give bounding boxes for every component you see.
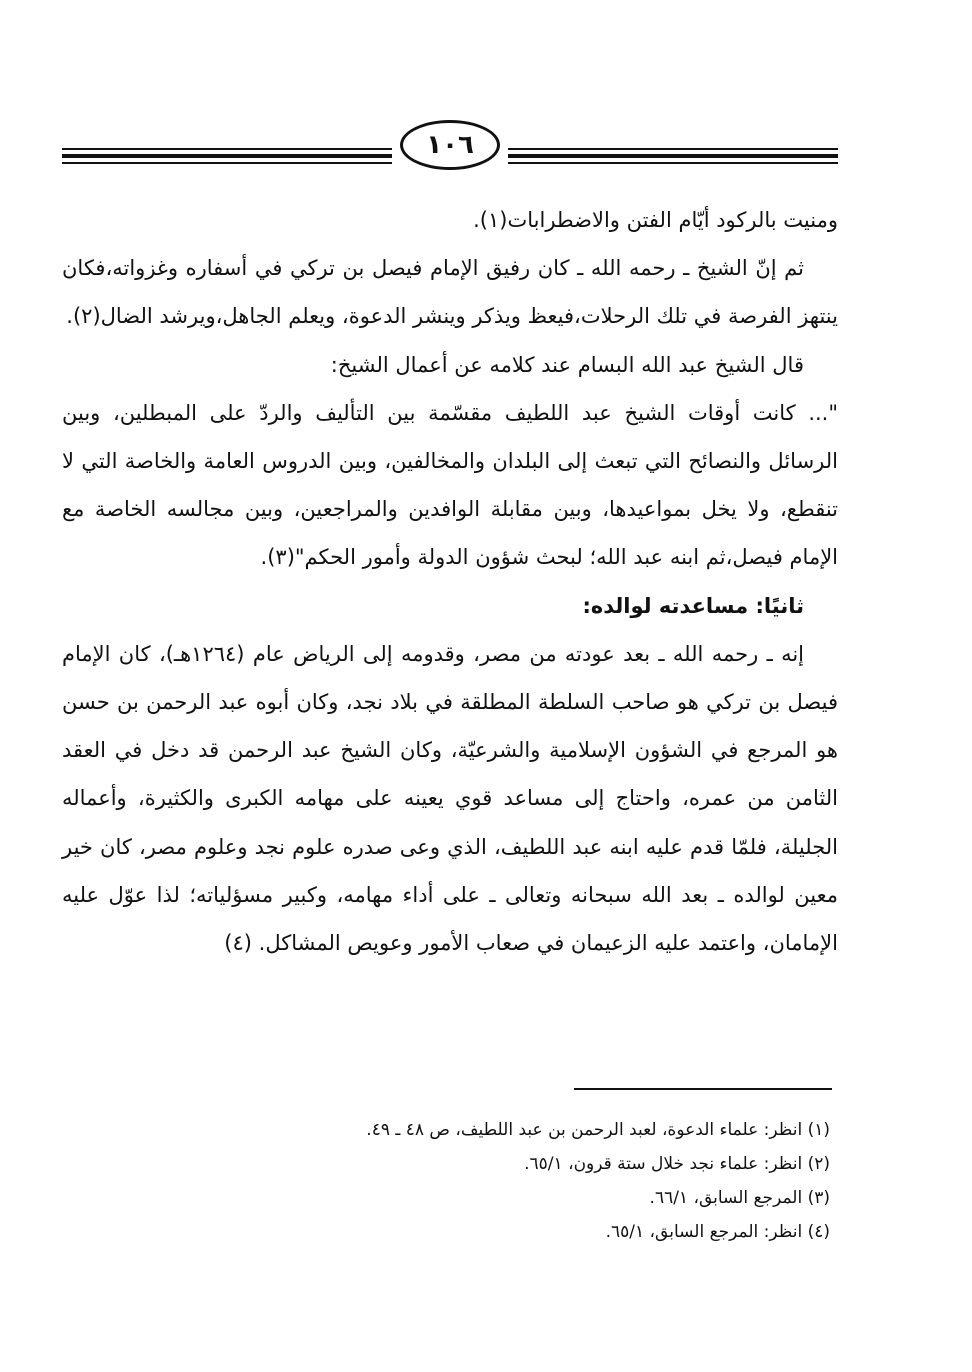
rule-line	[508, 148, 838, 150]
rule-line	[508, 162, 838, 164]
footnote-separator	[574, 1088, 832, 1090]
rule-line	[62, 154, 392, 158]
footnote: (٣) المرجع السابق، ٦٦/١.	[649, 1188, 830, 1208]
page-header	[62, 118, 838, 178]
rule-line	[62, 162, 392, 164]
footnote: (٤) انظر: المرجع السابق، ٦٥/١.	[605, 1222, 830, 1242]
header-rule-right	[508, 148, 838, 170]
paragraph: ومنيت بالركود أيّام الفتن والاضطرابات(١).	[473, 208, 838, 232]
paragraph: قال الشيخ عبد الله البسام عند كلامه عن أعمال الشيخ:	[330, 352, 804, 377]
body-text	[62, 196, 838, 967]
rule-line	[62, 148, 392, 150]
footnote: (١) انظر: علماء الدعوة، لعبد الرحمن بن عبد اللطيف، ص ٤٨ ـ ٤٩.	[366, 1120, 830, 1140]
section-heading: ثانيًا: مساعدته لوالده:	[582, 593, 804, 618]
rule-line	[508, 154, 838, 158]
page-number: ١٠٦	[400, 120, 500, 170]
footnotes	[140, 1113, 830, 1249]
quote-paragraph: "... كانت أوقات الشيخ عبد اللطيف مقسّمة بين التأليف والردّ على المبطلين، وبين الرسائل والنصائح التي تبعث إلى البلدان والمخالفين، وبين الدروس العامة والخاصة التي لا تنقطع، ولا يخل بمواعيدها، وبين مقابلة الوافدين والمراجعين، وبين مجالسه الخاصة مع الإمام فيصل،ثم ابنه عبد الله؛ لبحث شؤون الدولة وأمور الحكم"(٣).	[62, 400, 838, 570]
header-rule-left	[62, 148, 392, 170]
paragraph: ثم إنّ الشيخ ـ رحمه الله ـ كان رفيق الإمام فيصل بن تركي في أسفاره وغزواته،فكان ينتهز الفرصة في تلك الرحلات،فيعظ ويذكر وينشر الدعوة، ويعلم الجاهل،ويرشد الضال(٢).	[62, 256, 838, 329]
footnote: (٢) انظر: علماء نجد خلال ستة قرون، ٦٥/١.	[524, 1154, 830, 1174]
paragraph: إنه ـ رحمه الله ـ بعد عودته من مصر، وقدومه إلى الرياض عام (١٢٦٤هـ)، كان الإمام فيصل بن تركي هو صاحب السلطة المطلقة في بلاد نجد، وكان أبوه عبد الرحمن بن حسن هو المرجع في الشؤون الإسلامية والشرعيّة، وكان الشيخ عبد الرحمن قد دخل في العقد الثامن من عمره، واحتاج إلى مساعد قوي يعينه على مهامه الكبرى والكثيرة، وأعماله الجليلة، فلمّا قدم عليه ابنه عبد اللطيف، الذي وعى صدره علوم نجد وعلوم مصر، كان خير معين لوالده ـ بعد الله سبحانه وتعالى ـ على أداء مهامه، وكبير مسؤلياته؛ لذا عوّل عليه الإمامان، واعتمد عليه الزعيمان في صعاب الأمور وعويص المشاكل. (٤)	[62, 641, 838, 956]
